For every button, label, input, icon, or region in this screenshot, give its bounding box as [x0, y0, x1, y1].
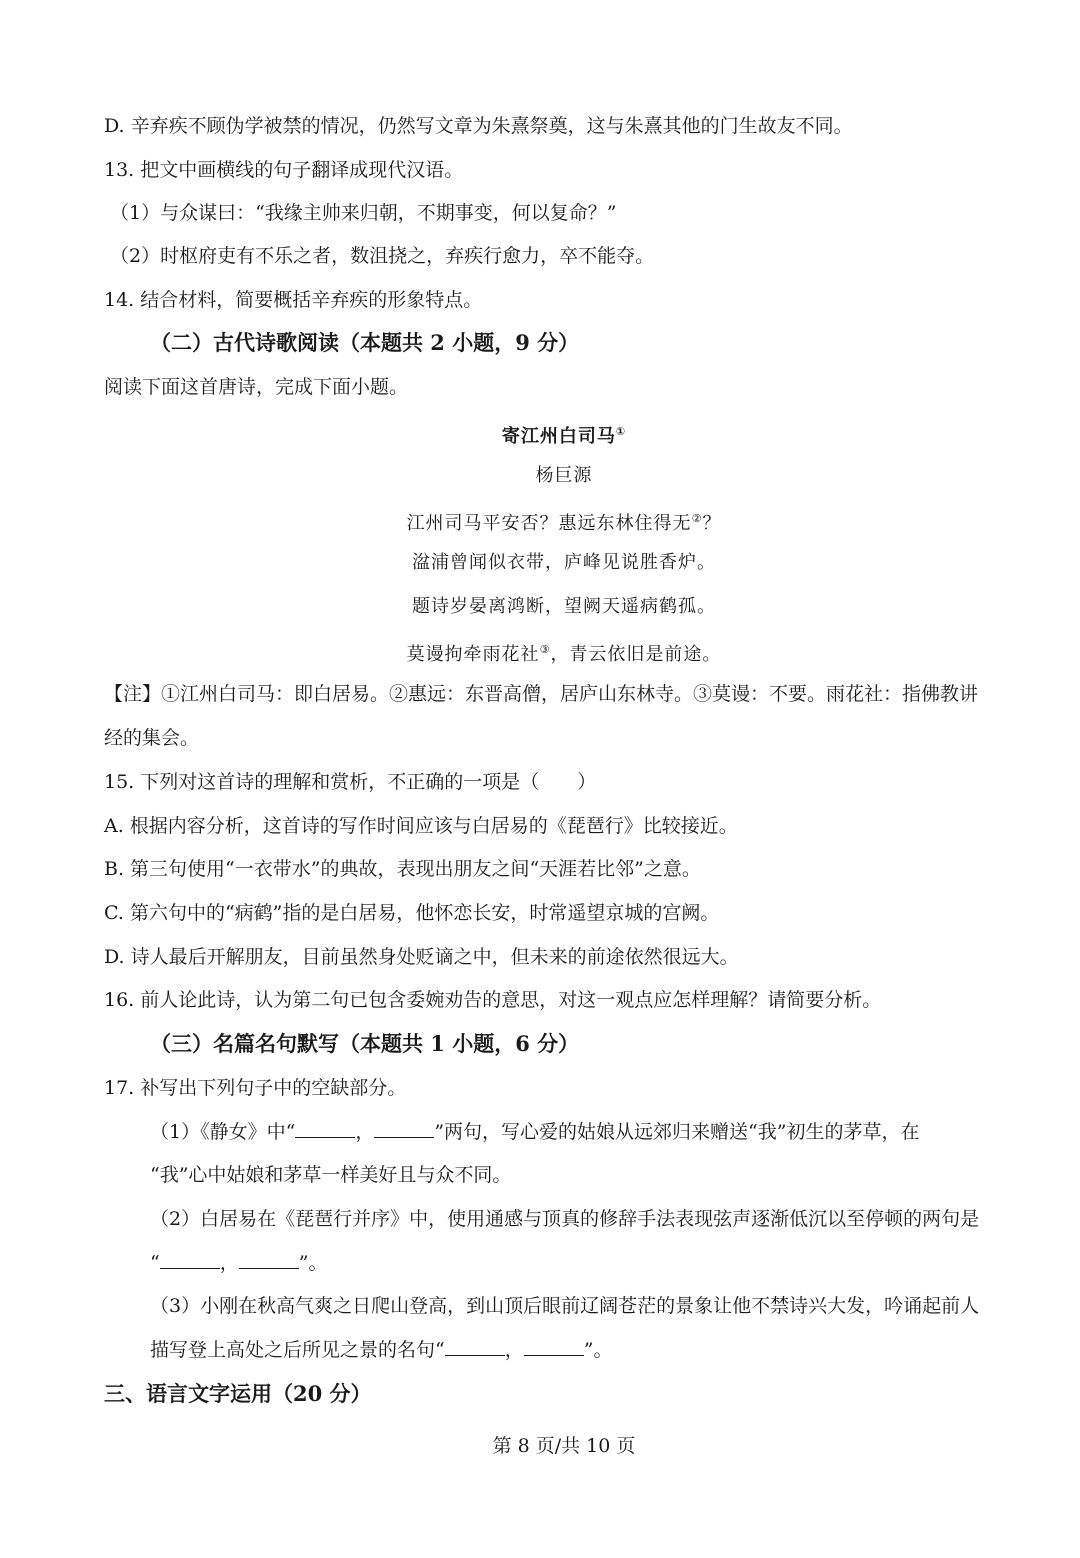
part3-heading: 三、语言文字运用（20 分） [104, 1381, 372, 1406]
poem-notes-line-1: 【注】①江州白司马：即白居易。②惠远：东晋高僧，居庐山东林寺。③莫谩：不要。雨花社：指佛教讲 [104, 683, 979, 705]
q17-item-1-comma: ， [355, 1121, 375, 1143]
q17-blank-3[interactable] [160, 1250, 220, 1269]
q15-option-a: A. 根据内容分析，这首诗的写作时间应该与白居易的《琵琶行》比较接近。 [104, 815, 738, 837]
q14-prompt: 14. 结合材料，简要概括辛弃疾的形象特点。 [104, 289, 483, 311]
q17-item-1-pre: （1）《静女》中“ [150, 1121, 296, 1143]
q13-item-1: （1）与众谋曰：“我缘主帅来归朝，不期事变，何以复命？” [110, 202, 617, 224]
q15-option-b: B. 第三句使用“一衣带水”的典故，表现出朋友之间“天涯若比邻”之意。 [104, 858, 701, 880]
poem-notes-line-2: 经的集会。 [104, 727, 200, 749]
q17-item-2-close: ”。 [298, 1252, 328, 1274]
q17-item-2-line-1: （2）白居易在《琵琶行并序》中，使用通感与顶真的修辞手法表现弦声逐渐低沉以至停顿的两句是 [150, 1208, 980, 1230]
poem-line-4b: ，青云依旧是前途。 [550, 644, 722, 665]
q17-blank-1[interactable] [295, 1119, 355, 1138]
q17-item-2-comma: ， [219, 1252, 239, 1274]
q17-item-1-line-2: “我”心中姑娘和茅草一样美好且与众不同。 [150, 1164, 512, 1186]
section2-intro: 阅读下面这首唐诗，完成下面小题。 [104, 376, 409, 398]
q13-prompt: 13. 把文中画横线的句子翻译成现代汉语。 [104, 159, 464, 181]
q17-item-1-post: ”两句，写心爱的姑娘从远郊归来赠送“我”初生的茅草，在 [434, 1121, 920, 1143]
poem-line-2: 湓浦曾闻似衣带，庐峰见说胜香炉。 [412, 552, 716, 573]
section3-heading: （三）名篇名句默写（本题共 1 小题，6 分） [150, 1031, 580, 1056]
q17-blank-4[interactable] [239, 1250, 299, 1269]
q17-blank-5[interactable] [445, 1337, 505, 1356]
poem-title-text: 寄江州白司马 [501, 426, 616, 447]
section2-heading: （二）古代诗歌阅读（本题共 2 小题，9 分） [150, 330, 580, 355]
poem-author: 杨巨源 [535, 465, 593, 486]
q17-prompt: 17. 补写出下列句子中的空缺部分。 [104, 1077, 407, 1099]
q15-option-d: D. 诗人最后开解朋友，目前虽然身处贬谪之中，但未来的前途依然很远大。 [104, 946, 739, 968]
poem-line-4a: 莫谩拘牵雨花社 [406, 644, 540, 665]
poem-line-4 [0, 636, 1080, 669]
q17-item-3-comma: ， [504, 1339, 524, 1361]
q17-item-3-pre: 描写登上高处之后所见之景的名句“ [150, 1339, 445, 1361]
q17-item-3-line-1: （3）小刚在秋高气爽之日爬山登高，到山顶后眼前辽阔苍茫的景象让他不禁诗兴大发，吟诵起前人 [150, 1295, 980, 1317]
q17-blank-2[interactable] [374, 1119, 434, 1138]
q17-item-3-close: ”。 [583, 1339, 613, 1361]
poem-line-1b: ？ [702, 513, 722, 534]
q17-blank-6[interactable] [524, 1337, 584, 1356]
q12-option-d: D. 辛弃疾不顾伪学被禁的情况，仍然写文章为朱熹祭奠，这与朱熹其他的门生故友不同。 [104, 115, 853, 137]
poem-line-4-note-marker: ③ [539, 643, 551, 656]
page-footer: 第 8 页/共 10 页 [492, 1435, 636, 1457]
poem-line-1a: 江州司马平安否？惠远东林住得无 [406, 513, 692, 534]
q13-item-2: （2）时枢府吏有不乐之者，数沮挠之，弃疾行愈力，卒不能夺。 [110, 245, 655, 267]
q15-prompt: 15. 下列对这首诗的理解和赏析，不正确的一项是（ ） [104, 771, 597, 793]
q17-item-2-open: “ [150, 1252, 160, 1274]
poem-line-1-note-marker: ② [691, 512, 703, 525]
poem-line-1 [0, 505, 1080, 538]
q15-option-c: C. 第六句中的“病鹤”指的是白居易，他怀恋长安，时常遥望京城的宫阙。 [104, 902, 720, 924]
q16-prompt: 16. 前人论此诗，认为第二句已包含委婉劝告的意思，对这一观点应怎样理解？请简要分析。 [104, 989, 882, 1011]
q17-item-3-line-2 [150, 1336, 1040, 1364]
poem-title-note-marker: ① [615, 425, 627, 438]
poem-title [0, 418, 1080, 451]
q17-item-2-line-2 [150, 1249, 1040, 1277]
poem-line-3: 题诗岁晏离鸿断，望阙天遥病鹤孤。 [412, 596, 716, 617]
q17-item-1 [150, 1118, 1040, 1146]
